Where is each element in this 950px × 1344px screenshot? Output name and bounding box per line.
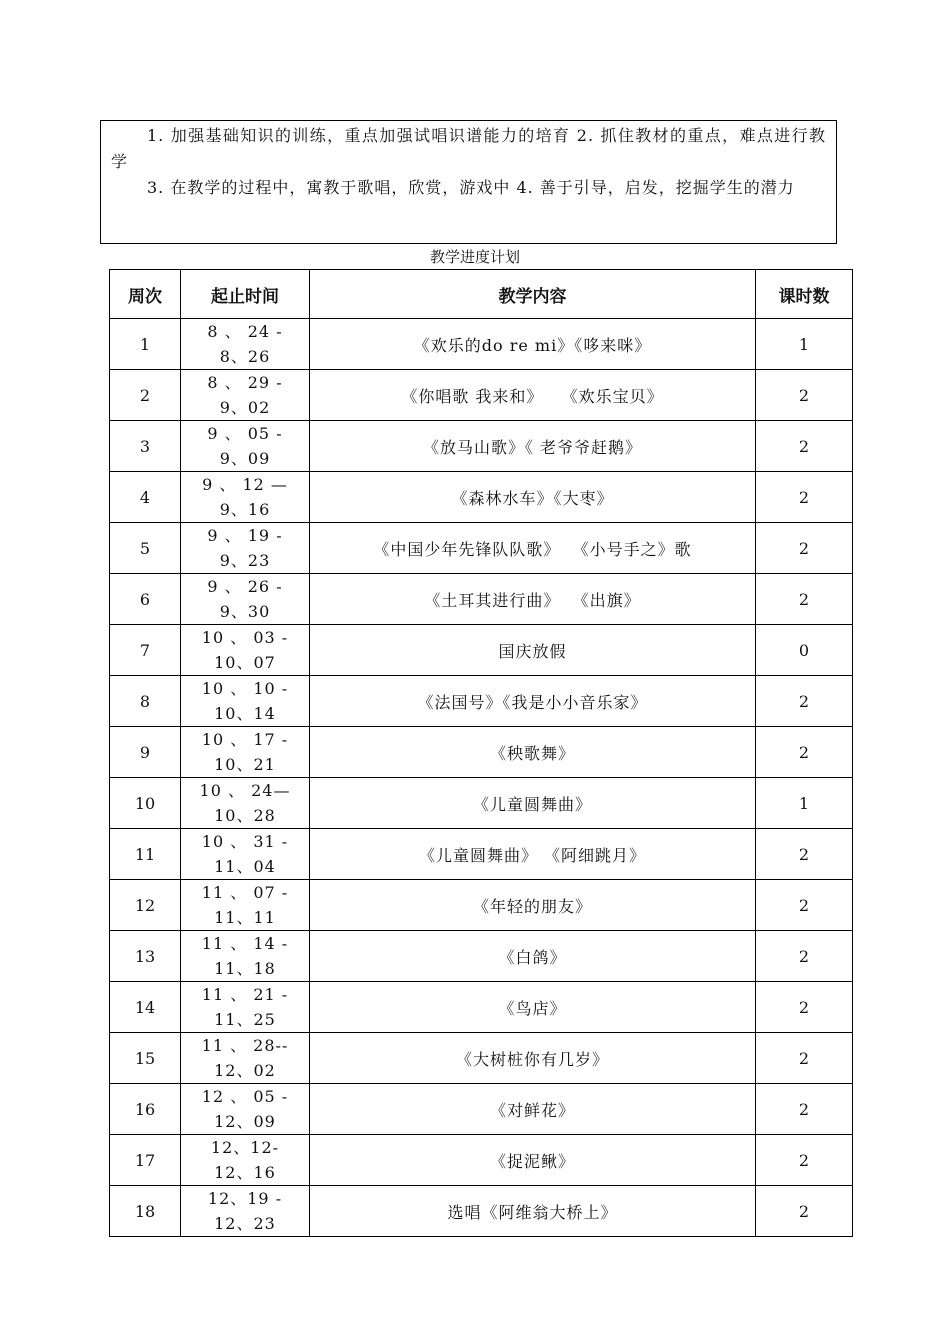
- cell-content: 《大树桩你有几岁》: [310, 1033, 756, 1084]
- table-row: [110, 625, 853, 676]
- cell-dates: [181, 1186, 310, 1237]
- date-start: 10 、 03 -: [201, 628, 289, 647]
- cell-hours: 1: [756, 319, 853, 370]
- date-start: 9 、 19 -: [207, 526, 283, 545]
- date-start: 12 、 05 -: [201, 1087, 289, 1106]
- cell-content: 《土耳其进行曲》 《出旗》: [310, 574, 756, 625]
- cell-content: 《儿童圆舞曲》: [310, 778, 756, 829]
- cell-dates: [181, 727, 310, 778]
- cell-hours: 0: [756, 625, 853, 676]
- date-start: 11 、 28--: [201, 1036, 289, 1055]
- date-start: 9 、 26 -: [207, 577, 283, 596]
- cell-content: 《中国少年先锋队队歌》 《小号手之》歌: [310, 523, 756, 574]
- table-row: [110, 1135, 853, 1186]
- table-row: [110, 574, 853, 625]
- cell-hours: 2: [756, 421, 853, 472]
- date-end: 9、16: [219, 500, 271, 519]
- cell-week: 13: [110, 931, 181, 982]
- table-row: [110, 1084, 853, 1135]
- date-end: 9、23: [219, 551, 271, 570]
- cell-dates: [181, 319, 310, 370]
- teaching-schedule-table: [109, 269, 853, 1237]
- date-end: 11、11: [214, 908, 276, 927]
- cell-week: 10: [110, 778, 181, 829]
- cell-content: 《对鲜花》: [310, 1084, 756, 1135]
- cell-hours: 2: [756, 676, 853, 727]
- date-end: 11、18: [214, 959, 276, 978]
- table-row: [110, 370, 853, 421]
- cell-week: 17: [110, 1135, 181, 1186]
- date-start: 12、12-: [210, 1138, 280, 1157]
- cell-dates: [181, 625, 310, 676]
- table-body: [110, 319, 853, 1237]
- cell-dates: [181, 523, 310, 574]
- date-end: 12、09: [214, 1112, 276, 1131]
- date-end: 12、16: [214, 1163, 276, 1182]
- cell-hours: 2: [756, 931, 853, 982]
- cell-content: 《儿童圆舞曲》 《阿细跳月》: [310, 829, 756, 880]
- cell-hours: 2: [756, 982, 853, 1033]
- cell-hours: 1: [756, 778, 853, 829]
- cell-hours: 2: [756, 574, 853, 625]
- cell-content: 《欢乐的do re mi》《哆来咪》: [310, 319, 756, 370]
- cell-dates: [181, 1135, 310, 1186]
- cell-hours: 2: [756, 523, 853, 574]
- cell-hours: 2: [756, 1084, 853, 1135]
- cell-week: 16: [110, 1084, 181, 1135]
- date-end: 12、02: [214, 1061, 276, 1080]
- date-start: 8 、 29 -: [207, 373, 283, 392]
- date-start: 11 、 07 -: [201, 883, 289, 902]
- date-start: 9 、 05 -: [207, 424, 283, 443]
- cell-content: 《秧歌舞》: [310, 727, 756, 778]
- header-week: 周次: [110, 270, 181, 319]
- cell-dates: [181, 778, 310, 829]
- table-title: 教学进度计划: [429, 248, 520, 266]
- cell-hours: 2: [756, 1135, 853, 1186]
- cell-week: 9: [110, 727, 181, 778]
- cell-content: 《森林水车》《大枣》: [310, 472, 756, 523]
- table-header-row: [110, 270, 853, 319]
- cell-content: 《捉泥鳅》: [310, 1135, 756, 1186]
- header-dates: 起止时间: [181, 270, 310, 319]
- cell-dates: [181, 574, 310, 625]
- date-start: 10 、 17 -: [201, 730, 289, 749]
- cell-hours: 2: [756, 370, 853, 421]
- cell-content: 《鸟店》: [310, 982, 756, 1033]
- date-start: 11 、 21 -: [201, 985, 289, 1004]
- date-start: 9 、 12 —: [202, 475, 288, 494]
- table-row: [110, 829, 853, 880]
- cell-week: 8: [110, 676, 181, 727]
- cell-week: 18: [110, 1186, 181, 1237]
- cell-week: 15: [110, 1033, 181, 1084]
- cell-week: 11: [110, 829, 181, 880]
- table-row: [110, 676, 853, 727]
- date-start: 8 、 24 -: [207, 322, 283, 341]
- cell-content: 《年轻的朋友》: [310, 880, 756, 931]
- table-row: [110, 982, 853, 1033]
- cell-week: 2: [110, 370, 181, 421]
- date-end: 11、25: [214, 1010, 276, 1029]
- date-end: 9、09: [219, 449, 271, 468]
- date-end: 10、14: [214, 704, 276, 723]
- date-end: 9、02: [219, 398, 271, 417]
- cell-dates: [181, 880, 310, 931]
- table-row: [110, 931, 853, 982]
- table-row: [110, 523, 853, 574]
- date-end: 9、30: [219, 602, 271, 621]
- table-row: [110, 1033, 853, 1084]
- cell-dates: [181, 472, 310, 523]
- date-end: 11、04: [214, 857, 276, 876]
- date-end: 8、26: [219, 347, 271, 366]
- cell-week: 14: [110, 982, 181, 1033]
- cell-week: 3: [110, 421, 181, 472]
- cell-hours: 2: [756, 1186, 853, 1237]
- date-start: 12、19 -: [207, 1189, 283, 1208]
- cell-dates: [181, 1084, 310, 1135]
- cell-dates: [181, 829, 310, 880]
- cell-content: 《放马山歌》《 老爷爷赶鹅》: [310, 421, 756, 472]
- cell-dates: [181, 931, 310, 982]
- teaching-measures-box: [100, 120, 837, 244]
- cell-week: 1: [110, 319, 181, 370]
- header-content: 教学内容: [310, 270, 756, 319]
- date-end: 10、28: [214, 806, 276, 825]
- table-row: [110, 1186, 853, 1237]
- cell-week: 7: [110, 625, 181, 676]
- date-start: 10 、 10 -: [201, 679, 289, 698]
- cell-week: 12: [110, 880, 181, 931]
- cell-dates: [181, 421, 310, 472]
- date-start: 10 、 31 -: [201, 832, 289, 851]
- cell-dates: [181, 676, 310, 727]
- cell-dates: [181, 1033, 310, 1084]
- cell-content: 《白鸽》: [310, 931, 756, 982]
- cell-dates: [181, 982, 310, 1033]
- cell-hours: 2: [756, 880, 853, 931]
- cell-content: 选唱《阿维翁大桥上》: [310, 1186, 756, 1237]
- cell-content: 《你唱歌 我来和》 《欢乐宝贝》: [310, 370, 756, 421]
- table-row: [110, 880, 853, 931]
- date-end: 10、21: [214, 755, 276, 774]
- date-end: 12、23: [214, 1214, 276, 1233]
- date-start: 10 、 24—: [199, 781, 291, 800]
- cell-hours: 2: [756, 472, 853, 523]
- date-start: 11 、 14 -: [201, 934, 289, 953]
- cell-hours: 2: [756, 829, 853, 880]
- table-row: [110, 319, 853, 370]
- cell-hours: 2: [756, 727, 853, 778]
- table-row: [110, 472, 853, 523]
- table-row: [110, 421, 853, 472]
- date-end: 10、07: [214, 653, 276, 672]
- header-hours: 课时数: [756, 270, 853, 319]
- measures-line-1: 1. 加强基础知识的训练，重点加强试唱识谱能力的培育 2. 抓住教材的重点，难点进行教学: [111, 126, 826, 171]
- table-row: [110, 778, 853, 829]
- cell-content: 《法国号》《我是小小音乐家》: [310, 676, 756, 727]
- table-row: [110, 727, 853, 778]
- cell-week: 5: [110, 523, 181, 574]
- cell-hours: 2: [756, 1033, 853, 1084]
- cell-week: 4: [110, 472, 181, 523]
- cell-week: 6: [110, 574, 181, 625]
- cell-dates: [181, 370, 310, 421]
- cell-content: 国庆放假: [310, 625, 756, 676]
- measures-line-2: 3. 在教学的过程中，寓教于歌唱，欣赏，游戏中 4. 善于引导，启发，挖掘学生的潜力: [147, 178, 795, 197]
